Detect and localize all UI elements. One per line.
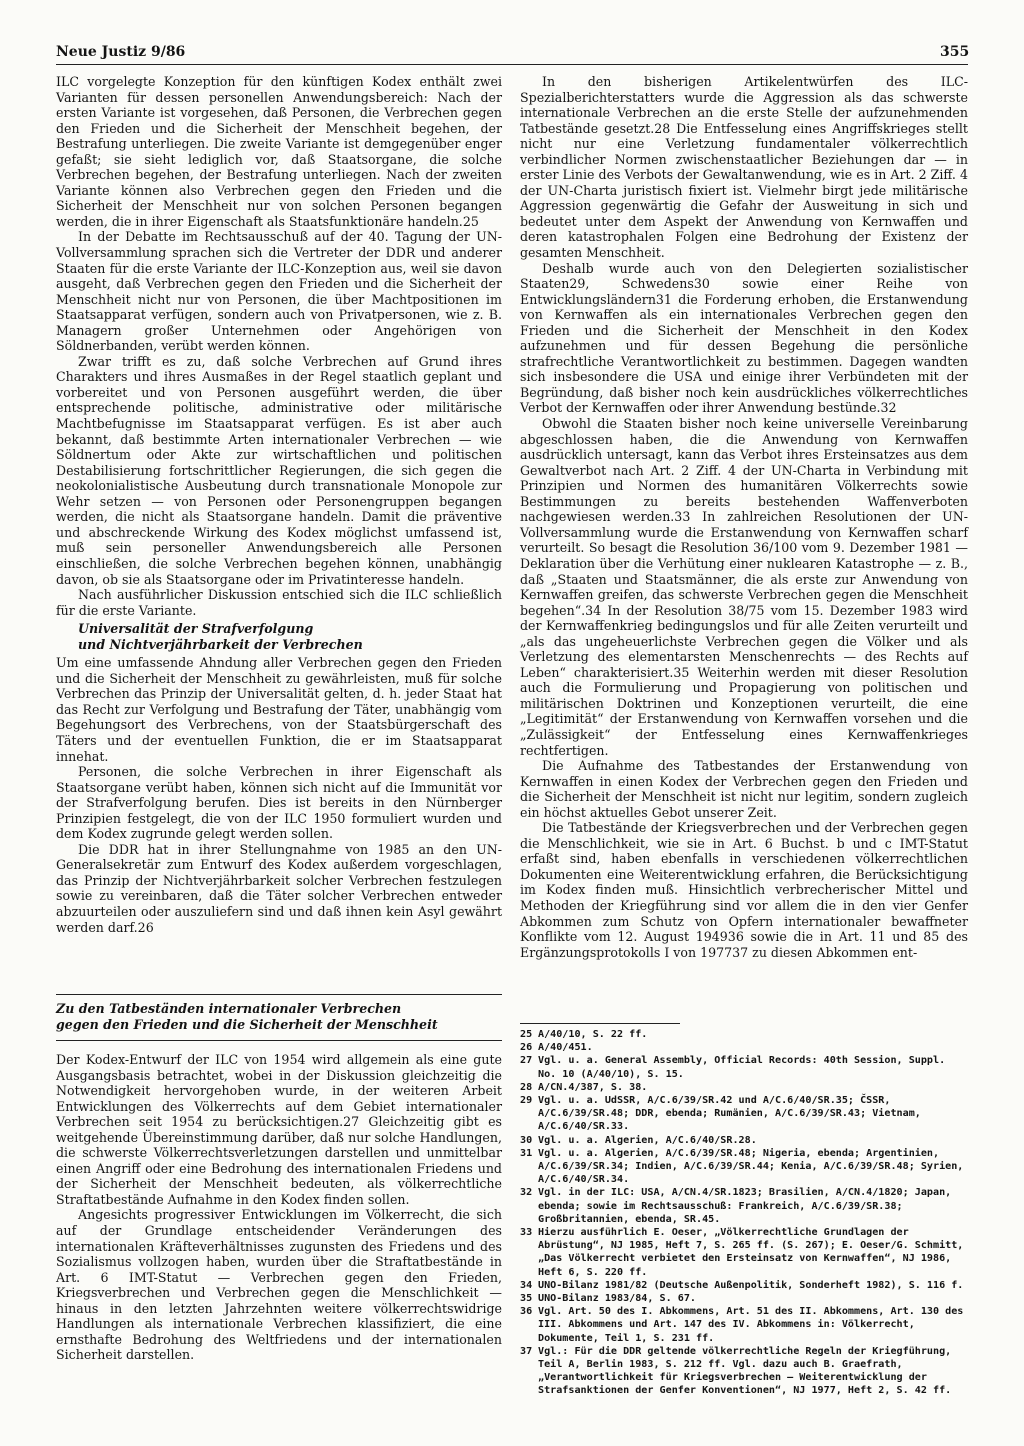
page-number: 355 xyxy=(940,44,970,60)
section-rule-bottom xyxy=(56,1040,502,1041)
journal-title: Neue Justiz 9/86 xyxy=(56,44,186,60)
paragraph: Deshalb wurde auch von den Delegierten sozialistischer Staaten29, Schwedens30 sowie einer Reihe von Entwicklungsländern31 die Forderung erhoben, die Erstanwendung von Kernwaffen als ein internationales Verbrechen gegen den Frieden und die Sicherheit der Menschheit in den Kodex aufzunehmen und für dessen Begehung die persönliche strafrechtliche Verantwortlichkeit zu bestimmen. Dagegen wandten sich insbesondere die USA und einige ihrer Verbündeten mit der Begründung, daß bisher noch kein ausdrückliches völkerrechtliches Verbot der Kernwaffen oder ihrer Anwendung bestünde.32 xyxy=(520,260,968,416)
footnote-text: A/40/10, S. 22 ff. xyxy=(538,1029,648,1040)
footnote-number: 34 xyxy=(520,1279,533,1291)
paragraph: Die Tatbestände der Kriegsverbrechen und der Verbrechen gegen die Menschlichkeit, wie sie in Art. 6 Buchst. b und c IMT-Statut erfaßt sind, haben ebenfalls in verschiedenen völkerrechtlichen Dokumenten eine Weiterentwicklung erfahren, die Berücksichtigung im Kodex finden muß. Hinsichtlich verbrecherischer Mittel und Methoden der Kriegführung sind vor allem die in den vier Genfer Abkommen zum Schutz von Opfern internationaler bewaffneter Konflikte vom 12. August 194936 sowie die in Art. 11 und 85 des Ergänzungsprotokolls I von 197737 zu diesen Abkommen ent- xyxy=(520,820,968,960)
footnote-text: Vgl. in der ILC: USA, A/CN.4/SR.1823; Brasilien, A/CN.4/1820; Japan, ebenda; sowie im Rechtsausschuß: Frankreich, A/C.6/39/SR.38; Großbritannien, ebenda, SR.45. xyxy=(538,1187,952,1225)
footnote-number: 36 xyxy=(520,1306,533,1318)
footnote-number: 26 xyxy=(520,1042,533,1054)
footnote xyxy=(520,1345,968,1398)
footnote-number: 37 xyxy=(520,1345,533,1357)
footnote-text: UNO-Bilanz 1983/84, S. 67. xyxy=(538,1293,697,1305)
footnote xyxy=(520,1041,968,1054)
footnote xyxy=(520,1054,968,1080)
right-column xyxy=(520,74,968,960)
paragraph: Um eine umfassende Ahndung aller Verbrechen gegen den Frieden und die Sicherheit der Menschheit zu gewährleisten, muß für solche Verbrechen das Prinzip der Universalität gelten, d. h. jeder Staat hat das Recht zur Verfolgung und Bestrafung der Täter, unabhängig vom Begehungsort des Verbrechens, von der Staatsbürgerschaft des Täters und der eventuellen Funktion, die er im Staatsapparat innehat. xyxy=(56,655,502,764)
paragraph: ILC vorgelegte Konzeption für den künftigen Kodex enthält zwei Varianten für dessen personellen Anwendungsbereich: Nach der ersten Variante ist vorgesehen, daß Personen, die Verbrechen gegen den Frieden und die Sicherheit der Menschheit begehen, der Bestrafung unterliegen. Die zweite Variante ist demgegenüber enger gefaßt; sie sieht lediglich vor, daß Staatsorgane, die solche Verbrechen begehen, der Bestrafung unterliegen. Nach der zweiten Variante können also Verbrechen gegen den Frieden und die Sicherheit der Menschheit nur von solchen Personen begangen werden, die in ihrer Eigenschaft als Staatsfunktionäre handeln.25 xyxy=(56,74,502,229)
section-rule-top xyxy=(56,994,502,995)
left-column xyxy=(56,74,502,935)
paragraph: Nach ausführlicher Diskussion entschied sich die ILC schließlich für die erste Variante. xyxy=(56,587,502,618)
section-subheading xyxy=(78,621,502,652)
footnote-text: A/40/451. xyxy=(538,1042,593,1054)
footnotes xyxy=(520,1028,968,1398)
header-rule xyxy=(56,64,968,65)
footnote xyxy=(520,1226,968,1279)
section-heading-line: gegen den Frieden und die Sicherheit der Menschheit xyxy=(56,1016,438,1032)
footnote-text: Vgl. u. a. General Assembly, Official Records: 40th Session, Suppl. No. 10 (A/40/10), S. 15. xyxy=(538,1055,946,1080)
subheading-line: und Nichtverjährbarkeit der Verbrechen xyxy=(78,636,363,652)
footnote xyxy=(520,1305,968,1345)
footnote-text: Vgl. Art. 50 des I. Abkommens, Art. 51 des II. Abkommens, Art. 130 des III. Abkommens und Art. 147 des IV. Abkommens in: Völkerrecht, Dokumente, Teil 1, S. 231 ff. xyxy=(538,1306,964,1344)
footnote xyxy=(520,1081,968,1094)
paragraph: Der Kodex-Entwurf der ILC von 1954 wird allgemein als eine gute Ausgangsbasis betrachtet, wobei in der Diskussion gleichzeitig die Notwendigkeit hervorgehoben wurde, in der weiteren Arbeit Entwicklungen des Völkerrechts auf dem Gebiet internationaler Verbrechen seit 1954 zu berücksichtigen.27 Gleichzeitig gibt es weitgehende Übereinstimmung darüber, daß nur solche Handlungen, die schwerste Völkerrechtsverletzungen darstellen und unmittelbar einen Angriff oder eine Bedrohung des internationalen Friedens und der Sicherheit der Menschheit bedeuten, als völkerrechtliche Straftatbestände Aufnahme in den Kodex finden sollen. xyxy=(56,1052,502,1207)
footnote-number: 35 xyxy=(520,1293,533,1305)
footnote-number: 31 xyxy=(520,1147,533,1159)
footnote-text: A/CN.4/387, S. 38. xyxy=(538,1081,648,1093)
paragraph: Angesichts progressiver Entwicklungen im Völkerrecht, die sich auf der Grundlage entscheidender Veränderungen des internationalen Kräfteverhältnisses zugunsten des Friedens und des Sozialismus vollzogen haben, wurden über die Straftatbestände in Art. 6 IMT-Statut — Verbrechen gegen den Frieden, Kriegsverbrechen und Verbrechen gegen die Menschlichkeit — hinaus in den letzten Jahrzehnten weitere völkerrechtswidrige Handlungen als internationale Verbrechen klassifiziert, die eine ernsthafte Bedrohung des Weltfriedens und der internationalen Sicherheit darstellen. xyxy=(56,1207,502,1363)
subheading-line: Universalität der Strafverfolgung xyxy=(78,621,314,637)
paragraph: In der Debatte im Rechtsausschuß auf der 40. Tagung der UN-Vollversammlung sprachen sich die Vertreter der DDR und anderer Staaten für die erste Variante der ILC-Konzeption aus, weil sie davon ausgeht, daß Verbrechen gegen den Frieden und die Sicherheit der Menschheit nicht nur von Personen, die über Machtpositionen im Staatsapparat verfügen, sondern auch von Privatpersonen, wie z. B. Managern großer Unternehmen oder Angehörigen von Söldnerbanden, verübt werden können. xyxy=(56,229,502,354)
footnote-number: 29 xyxy=(520,1095,533,1107)
footnote xyxy=(520,1147,968,1187)
section-heading xyxy=(56,1001,502,1032)
paragraph: Personen, die solche Verbrechen in ihrer Eigenschaft als Staatsorgane verübt haben, können sich nicht auf die Immunität vor der Strafverfolgung berufen. Dies ist bereits in den Nürnberger Prinzipien festgelegt, die von der ILC 1950 formuliert wurden und dem Kodex zugrunde gelegt werden sollen. xyxy=(56,764,502,842)
footnote xyxy=(520,1292,968,1305)
footnote-text: Vgl. u. a. Algerien, A/C.6/39/SR.48; Nigeria, ebenda; Argentinien, A/C.6/39/SR.34; Indien, A/C.6/39/SR.44; Kenia, A/C.6/39/SR.48; Syrien, A/C.6/40/SR.34. xyxy=(538,1147,964,1186)
footnote-text: Vgl. u. a. Algerien, A/C.6/40/SR.28. xyxy=(538,1134,757,1146)
paragraph: Die Aufnahme des Tatbestandes der Erstanwendung von Kernwaffen in einen Kodex der Verbrechen gegen den Frieden und die Sicherheit der Menschheit ist nicht nur legitim, sondern zugleich ein höchst aktuelles Gebot unserer Zeit. xyxy=(520,758,968,820)
footnote-number: 30 xyxy=(520,1134,533,1146)
footnote-number: 33 xyxy=(520,1227,533,1239)
footnote-text: Hierzu ausführlich E. Oeser, „Völkerrechtliche Grundlagen der Abrüstung“, NJ 1985, Heft 7, S. 265 ff. (S. 267); E. Oeser/G. Schmitt, „Das Völkerrecht verbietet den Ersteinsatz von Kernwaffen“, NJ 1986, Heft 6, S. 220 ff. xyxy=(538,1227,964,1278)
footnote-text: Vgl. u. a. UdSSR, A/C.6/39/SR.42 und A/C.6/40/SR.35; ČSSR, A/C.6/39/SR.48; DDR, ebenda; Rumänien, A/C.6/39/SR.43; Vietnam, A/C.6/40/SR.33. xyxy=(538,1095,921,1133)
paragraph: In den bisherigen Artikelentwürfen des ILC-Spezialberichterstatters wurde die Aggression als das schwerste internationale Verbrechen an die erste Stelle der aufzunehmenden Tatbestände gesetzt.28 Die Entfesselung eines Angriffskrieges stellt nicht nur eine Verletzung fundamentaler völkerrechtlich verbindlicher Normen zwischenstaatlicher Beziehungen dar — in erster Linie des Verbots der Gewaltanwendung, wie es in Art. 2 Ziff. 4 der UN-Charta juristisch fixiert ist. Vielmehr birgt jede militärische Aggression gegenwärtig die Gefahr der Ausweitung in sich und bedeutet unter dem Aspekt der Anwendung von Kernwaffen und deren katastrophalen Folgen eine Bedrohung der Existenz der gesamten Menschheit. xyxy=(520,74,968,261)
footnote-number: 32 xyxy=(520,1187,533,1199)
footnote xyxy=(520,1134,968,1147)
footnote-number: 25 xyxy=(520,1029,533,1040)
section-heading-line: Zu den Tatbeständen internationaler Verbrechen xyxy=(56,1001,402,1016)
footnote-rule xyxy=(520,1023,680,1024)
footnote-text: UNO-Bilanz 1981/82 (Deutsche Außenpolitik, Sonderheft 1982), S. 116 f. xyxy=(538,1279,964,1291)
footnote xyxy=(520,1094,968,1134)
footnote-text: Vgl.: Für die DDR geltende völkerrechtliche Regeln der Kriegführung, Teil A, Berlin 1983, S. 212 ff. Vgl. dazu auch B. Graefrath, „Verantwortlichkeit für Kriegsverbrechen — Weiterentwicklung der Strafsanktionen der Genfer Konventionen“, NJ 1977, Heft 2, S. 42 ff. xyxy=(538,1345,952,1397)
footnote-number: 28 xyxy=(520,1081,533,1093)
footnote-number: 27 xyxy=(520,1055,533,1067)
footnote xyxy=(520,1028,968,1041)
left-column-lower xyxy=(56,1052,502,1363)
paragraph: Zwar trifft es zu, daß solche Verbrechen auf Grund ihres Charakters und ihres Ausmaßes in der Regel staatlich geplant und vorbereitet und von Personen ausgeführt werden, die über entsprechende politische, administrative oder militärische Machtbefugnisse im Staatsapparat verfügen. Es ist aber auch bekannt, daß bestimmte Arten internationaler Verbrechen — wie Söldnertum oder Akte zur wirtschaftlichen und politischen Destabilisierung fortschrittlicher Regierungen, die sich gegen die neokolonialistische Ausbeutung durch transnationale Monopole zur Wehr setzen — von Personen oder Personengruppen begangen werden, die nicht als Staatsorgane handeln. Damit die präventive und abschreckende Wirkung des Kodex möglichst umfassend ist, muß sein personeller Anwendungsbereich alle Personen einschließen, die solche Verbrechen begehen können, unabhängig davon, ob sie als Staatsorgane oder im Privatinteresse handeln. xyxy=(56,353,502,587)
paragraph: Die DDR hat in ihrer Stellungnahme von 1985 an den UN-Generalsekretär zum Entwurf des Kodex außerdem vorgeschlagen, das Prinzip der Nichtverjährbarkeit solcher Verbrechen festzulegen sowie zu vereinbaren, daß die Täter solcher Verbrechen entweder abzuurteilen oder auszuliefern sind und daß ihnen kein Asyl gewährt werden darf.26 xyxy=(56,841,502,935)
footnote xyxy=(520,1186,968,1226)
paragraph: Obwohl die Staaten bisher noch keine universelle Vereinbarung abgeschlossen haben, die die Anwendung von Kernwaffen ausdrücklich untersagt, kann das Verbot ihres Ersteinsatzes aus dem Gewaltverbot nach Art. 2 Ziff. 4 der UN-Charta in Verbindung mit Prinzipien und Normen des humanitären Völkerrechts sowie Bestimmungen zu bereits bestehenden Waffenverboten nachgewiesen werden.33 In zahlreichen Resolutionen der UN-Vollversammlung wurde die Erstanwendung von Kernwaffen scharf verurteilt. So besagt die Resolution 36/100 vom 9. Dezember 1981 — Deklaration über die Verhütung einer nuklearen Katastrophe — z. B., daß „Staaten und Staatsmänner, die als erste zur Anwendung von Kernwaffen greifen, das schwerste Verbrechen gegen die Menschheit begehen“.34 In der Resolution 38/75 vom 15. Dezember 1983 wird der Kernwaffenkrieg bedingungslos und für alle Zeiten verurteilt und „als das ungeheuerlichste Verbrechen gegen die Völker und als Verletzung des elementarsten Menschenrechts — des Rechts auf Leben“ charakterisiert.35 Weiterhin werden mit dieser Resolution auch die Formulierung und Propagierung von politischen und militärischen Doktrinen und Konzeptionen verurteilt, die eine „Legitimität“ der Erstanwendung von Kernwaffen vorsehen und die „Zulässigkeit“ der Entfesselung eines Kernwaffenkrieges rechtfertigen. xyxy=(520,416,968,758)
footnote xyxy=(520,1279,968,1292)
